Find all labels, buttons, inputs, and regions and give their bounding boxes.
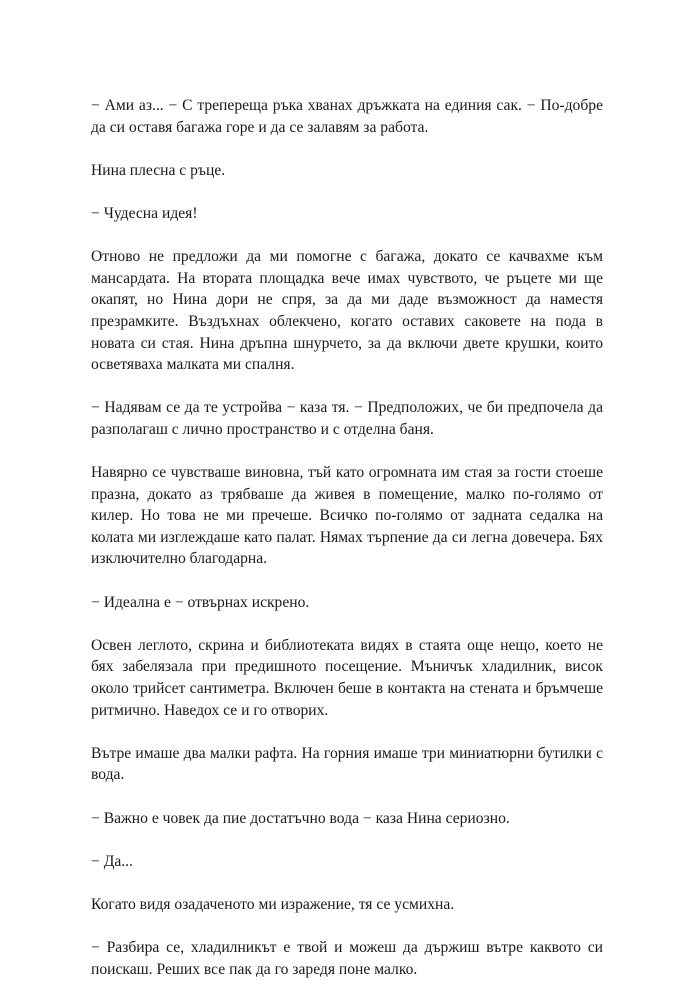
page-body (91, 95, 603, 980)
paragraph-1: − Ами аз... − С трепереща ръка хванах дръжката на единия сак. − По-добре да си оставя багажа горе и да се залавям за работа. (91, 97, 603, 136)
paragraph-4: Отново не предложи да ми помогне с багажа, докато се качвахме към мансардата. На втората площадка вече имах чувството, че ръцете ми ще окапят, но Нина дори не спря, за да ми даде възможност да наместя презрамките. Въздъхнах облекчено, когато оставих саковете на пода в новата си стая. Нина дръпна шнурчето, за да включи двете крушки, които осветяваха малката ми спалня. (91, 248, 603, 374)
paragraph-5: − Надявам се да те устройва − каза тя. − Предположих, че би предпочела да разполагаш с лично пространство и с отделна баня. (91, 399, 603, 438)
paragraph-13: − Разбира се, хладилникът е твой и можеш да държиш вътре каквото си поискаш. Реших все пак да го заредя поне малко. (91, 939, 603, 978)
paragraph-8: Освен леглото, скрина и библиотеката видях в стаята още нещо, което не бях забелязала при предишното посещение. Мъничък хладилник, висок около трийсет сантиметра. Включен беше в контакта на стената и бръмчеше ритмично. Наведох се и го отворих. (91, 636, 603, 719)
paragraph-6: Навярно се чувстваше виновна, тъй като огромната им стая за гости стоеше празна, докато аз трябваше да живея в помещение, малко по-голямо от килер. Но това не ми пречеше. Всичко по-голямо от задната седалка на колата ми изглеждаше като палат. Нямах търпение да си легна довечера. Бях изключително благодарна. (91, 464, 603, 568)
paragraph-2: Нина плесна с ръце. (91, 161, 226, 179)
paragraph-11: − Да... (91, 852, 133, 870)
paragraph-3: − Чудесна идея! (91, 204, 198, 222)
paragraph-12: Когато видя озадаченото ми изражение, тя се усмихна. (91, 895, 455, 913)
paragraph-7: − Идеална е − отвърнах искрено. (91, 593, 310, 611)
paragraph-10: − Важно е човек да пие достатъчно вода − каза Нина сериозно. (91, 809, 510, 827)
paragraph-9: Вътре имаше два малки рафта. На горния имаше три миниатюрни бутилки с вода. (91, 744, 603, 784)
